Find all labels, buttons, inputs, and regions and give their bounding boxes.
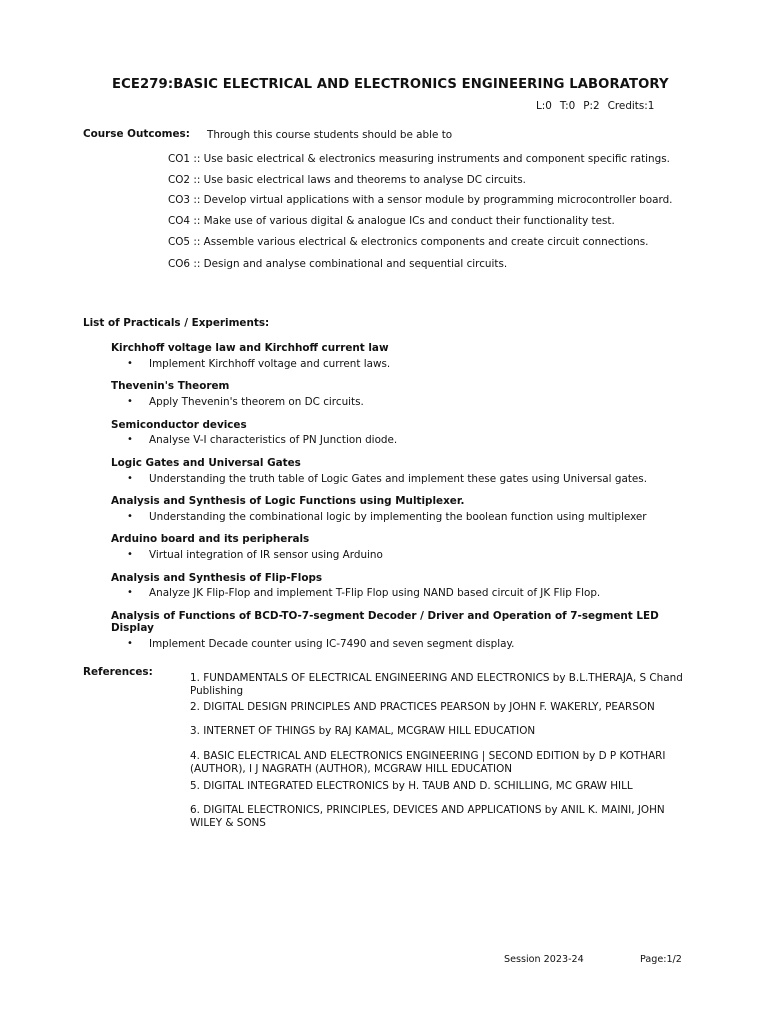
course-outcomes-label: Course Outcomes: (83, 128, 190, 140)
session-label: Session 2023-24 (504, 954, 584, 965)
experiment-heading: Analysis and Synthesis of Flip-Flops (111, 572, 323, 584)
experiment-detail: Analyze JK Flip-Flop and implement T-Flip Flop using NAND based circuit of JK Flip Flop. (149, 587, 601, 599)
experiment-detail: Apply Thevenin's theorem on DC circuits. (149, 396, 364, 408)
reference-item: 3. INTERNET OF THINGS by RAJ KAMAL, MCGRAW HILL EDUCATION (190, 725, 536, 737)
course-outcome-item: CO4 :: Make use of various digital & analogue ICs and conduct their functionality test. (168, 215, 615, 227)
page-number: Page:1/2 (640, 954, 682, 965)
practicals-label: List of Practicals / Experiments: (83, 317, 270, 329)
course-outcome-item: CO3 :: Develop virtual applications with a sensor module by programming microcontroller board. (168, 194, 673, 206)
bullet: • (127, 358, 133, 369)
lecture-hours: L:0 (536, 100, 552, 112)
experiment-heading: Semiconductor devices (111, 419, 247, 431)
document-title: ECE279:BASIC ELECTRICAL AND ELECTRONICS ENGINEERING LABORATORY (112, 77, 669, 92)
experiment-heading: Arduino board and its peripherals (111, 533, 310, 545)
bullet: • (127, 638, 133, 649)
experiment-heading: Kirchhoff voltage law and Kirchhoff current law (111, 342, 389, 354)
experiment-detail: Implement Kirchhoff voltage and current laws. (149, 358, 391, 370)
experiment-detail: Understanding the truth table of Logic Gates and implement these gates using Universal gates. (149, 473, 648, 485)
course-outcome-item: CO2 :: Use basic electrical laws and theorems to analyse DC circuits. (168, 174, 526, 186)
credit-count: Credits:1 (607, 100, 655, 112)
bullet: • (127, 434, 133, 445)
credits-line (536, 100, 654, 112)
reference-item: 2. DIGITAL DESIGN PRINCIPLES AND PRACTICES PEARSON by JOHN F. WAKERLY, PEARSON (190, 701, 655, 713)
experiment-detail: Virtual integration of IR sensor using Arduino (149, 549, 383, 561)
experiment-detail: Understanding the combinational logic by implementing the boolean function using multiplexer (149, 511, 647, 523)
course-outcome-item: CO5 :: Assemble various electrical & electronics components and create circuit connections. (168, 236, 649, 248)
reference-item: 5. DIGITAL INTEGRATED ELECTRONICS by H. TAUB AND D. SCHILLING, MC GRAW HILL (190, 780, 633, 792)
reference-item: 4. BASIC ELECTRICAL AND ELECTRONICS ENGINEERING | SECOND EDITION by D P KOTHARI (AUTHOR), I J NAGRATH (AUTHOR), MCGRAW HILL EDUCATION (190, 750, 666, 775)
bullet: • (127, 473, 133, 484)
bullet: • (127, 549, 133, 560)
practical-hours: P:2 (583, 100, 600, 112)
experiment-heading-continued: Display (111, 622, 154, 634)
bullet: • (127, 587, 133, 598)
experiment-detail: Implement Decade counter using IC-7490 and seven segment display. (149, 638, 515, 650)
course-outcome-item: CO1 :: Use basic electrical & electronics measuring instruments and component specific ratings. (168, 153, 670, 165)
reference-item: 1. FUNDAMENTALS OF ELECTRICAL ENGINEERING AND ELECTRONICS by B.L.THERAJA, S Chand Publishing (190, 672, 683, 697)
tutorial-hours: T:0 (559, 100, 576, 112)
bullet: • (127, 396, 133, 407)
course-outcome-item: CO6 :: Design and analyse combinational and sequential circuits. (168, 258, 508, 270)
experiment-detail: Analyse V-I characteristics of PN Junction diode. (149, 434, 398, 446)
bullet: • (127, 511, 133, 522)
references-label: References: (83, 666, 153, 678)
experiment-heading: Logic Gates and Universal Gates (111, 457, 301, 469)
experiment-heading: Thevenin's Theorem (111, 380, 230, 392)
experiment-heading: Analysis of Functions of BCD-TO-7-segment Decoder / Driver and Operation of 7-segment LED (111, 610, 659, 622)
course-outcomes-intro: Through this course students should be able to (207, 129, 453, 141)
reference-item: 6. DIGITAL ELECTRONICS, PRINCIPLES, DEVICES AND APPLICATIONS by ANIL K. MAINI, JOHN WILEY & SONS (190, 804, 665, 829)
experiment-heading: Analysis and Synthesis of Logic Functions using Multiplexer. (111, 495, 465, 507)
